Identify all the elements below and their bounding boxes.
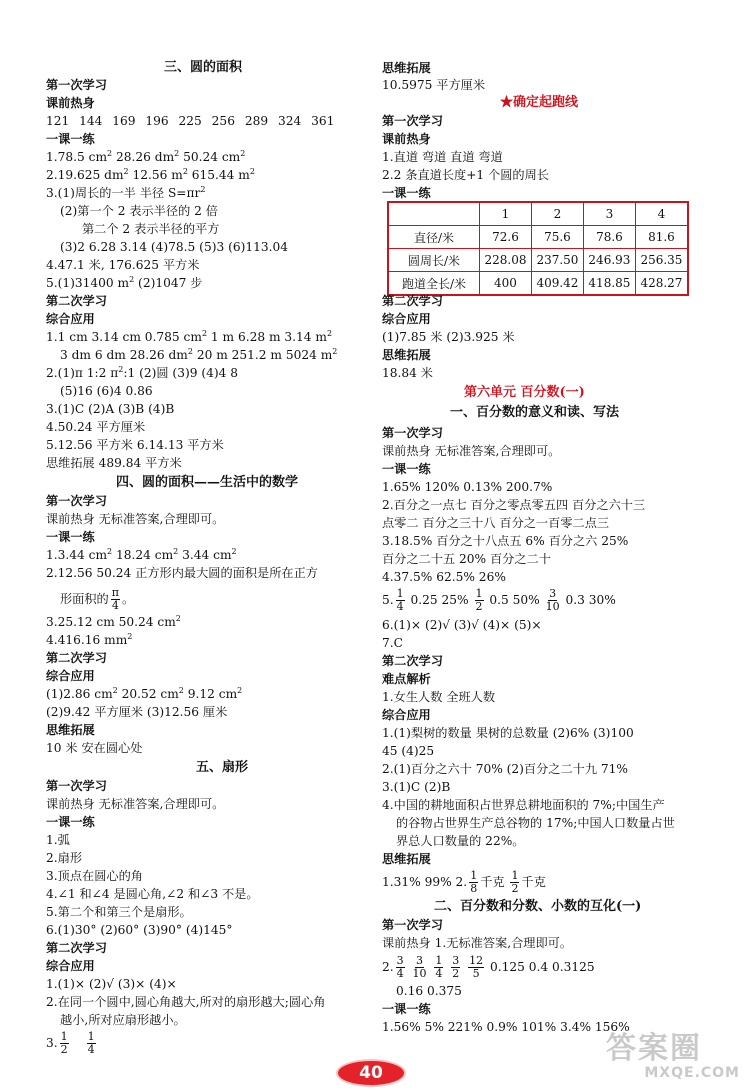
answer-line: 1.弧 xyxy=(46,833,70,847)
heading-hard: 难点解析 xyxy=(382,672,431,686)
answer-line: 越小,所对应扇形越小。 xyxy=(60,1013,186,1027)
answer-line: 2.19.625 $dm^2$ 12.56 $m^2$ 615.44 $m^2$ xyxy=(46,166,255,182)
answer-line: 3.顶点在圆心的角 xyxy=(46,869,143,883)
answer-line: 课前热身 1.无标准答案,合理即可。 xyxy=(382,936,573,950)
answer-line: 3.25.12 cm 50.24 $cm^2$ xyxy=(46,613,181,629)
answer-line: 0.16 0.375 xyxy=(396,984,462,998)
fraction: $\frac{3}{2}$ xyxy=(452,954,460,980)
watermark-text: 答案圈 xyxy=(606,1031,702,1066)
fraction: $\frac{1}{4}$ xyxy=(435,954,443,980)
answer-line: 10 米 安在圆心处 xyxy=(46,741,143,755)
heading-practice: 一课一练 xyxy=(46,530,95,544)
answer-line: 2.在同一个圆中,圆心角越大,所对的扇形越大;圆心角 xyxy=(46,995,326,1009)
answer-line: 形面积的 $\frac{\pi}{4}$ 。 xyxy=(60,586,135,612)
answer-line: 点零二 百分之三十八 百分之一百零二点三 xyxy=(382,516,610,530)
answer-line: 1.(1)梨树的数量 果树的总数量 (2)6% (3)100 xyxy=(382,726,634,740)
heading-apply: 综合应用 xyxy=(46,312,95,326)
watermark-url: MXQE.COM xyxy=(644,1065,740,1081)
answer-line: 1.31% 99% 2. $\frac{1}{8}$ 千克 $\frac{1}{2}$ 千克 xyxy=(382,869,546,895)
answer-line: 18.84 米 xyxy=(382,366,433,380)
table-cell xyxy=(388,202,480,226)
table-header-row xyxy=(388,202,688,226)
fraction: $\frac{1}{2}$ xyxy=(60,1030,68,1056)
heading-apply: 综合应用 xyxy=(382,312,431,326)
answer-line: 4.37.5% 62.5% 26% xyxy=(382,570,506,584)
heading-study1: 第一次学习 xyxy=(46,78,107,92)
heading-practice: 一课一练 xyxy=(382,462,431,476)
answer-line: 10.5975 平方厘米 xyxy=(382,78,486,92)
fraction: $\frac{1}{2}$ xyxy=(511,869,519,895)
answer-line: 2.扇形 xyxy=(46,851,83,865)
table-cell: 3 xyxy=(583,202,635,226)
answer-line: 7.C xyxy=(382,636,403,650)
heading-study1: 第一次学习 xyxy=(46,779,107,793)
answer-line: 3.(1)周长的一半 半径 $S=\pi r^2$ xyxy=(46,184,206,200)
answer-line: 3 dm 6 dm 28.26 $dm^2$ 20 m 251.2 m 5024 $m^2$ xyxy=(60,346,338,362)
heading-warmup: 课前热身 xyxy=(46,96,95,110)
fraction: $\frac{3}{10}$ xyxy=(412,954,427,980)
page-number-badge: 40 xyxy=(338,1061,404,1085)
section-title-percent-meaning: 一、百分数的意义和读、写法 xyxy=(450,405,620,420)
fraction: $\frac{3}{4}$ xyxy=(396,954,404,980)
heading-study2: 第二次学习 xyxy=(382,294,443,308)
answer-line: 1.女生人数 全班人数 xyxy=(382,690,496,704)
heading-think: 思维拓展 xyxy=(382,61,431,75)
answer-line: 2.(1)百分之六十 70% (2)百分之二十九 71% xyxy=(382,762,629,776)
table-cell: 400 xyxy=(480,272,532,296)
table-cell: 237.50 xyxy=(531,249,583,272)
answer-line: 课前热身 无标准答案,合理即可。 xyxy=(46,512,225,526)
answer-line: 第二个 2 表示半径的平方 xyxy=(82,222,220,236)
table-cell: 直径/米 xyxy=(388,226,480,249)
table-cell: 418.85 xyxy=(583,272,635,296)
section-title-life-math: 四、圆的面积——生活中的数学 xyxy=(116,475,299,490)
heading-apply: 综合应用 xyxy=(46,669,95,683)
answer-line: 6.(1)30° (2)60° (3)90° (4)145° xyxy=(46,923,233,937)
answer-line: 5.12.56 平方米 6.14.13 平方米 xyxy=(46,438,224,452)
answer-line: 1.(1)× (2)√ (3)× (4)× xyxy=(46,977,177,991)
fraction: $\frac{1}{8}$ xyxy=(470,869,478,895)
heading-think: 思维拓展 xyxy=(382,348,431,362)
table-cell: 428.27 xyxy=(635,272,688,296)
heading-apply: 综合应用 xyxy=(46,959,95,973)
answer-line: 1.78.5 $cm^2$ 28.26 $dm^2$ 50.24 $cm^2$ xyxy=(46,148,246,164)
answer-line: 3.18.5% 百分之十八点五 6% 百分之六 25% xyxy=(382,534,629,548)
answer-line: 2.2 条直道长度+1 个圆的周长 xyxy=(382,168,549,182)
table-cell: 246.93 xyxy=(583,249,635,272)
fraction: $\frac{\pi}{4}$ xyxy=(111,586,119,612)
heading-think: 思维拓展 xyxy=(46,723,95,737)
table-row xyxy=(388,249,688,272)
table-cell: 72.6 xyxy=(480,226,532,249)
section-title-circle-area: 三、圆的面积 xyxy=(164,60,243,75)
answer-line: 1.65% 120% 0.13% 200.7% xyxy=(382,480,553,494)
table-cell: 409.42 xyxy=(531,272,583,296)
answer-line: 4.50.24 平方厘米 xyxy=(46,420,146,434)
watermark-logo xyxy=(606,1033,746,1091)
table-cell: 256.35 xyxy=(635,249,688,272)
answer-line: (1)2.86 $cm^2$ 20.52 $cm^2$ 9.12 $cm^2$ xyxy=(46,685,243,701)
answer-line: (1)7.85 米 (2)3.925 米 xyxy=(382,330,515,344)
answer-line: 5. $\frac{1}{4}$ 0.25 25% $\frac{1}{2}$ 0.5 50% $\frac{3}{10}$ 0.3 30% xyxy=(382,587,616,613)
answer-line: 百分之二十五 20% 百分之二十 xyxy=(382,552,551,566)
answer-line: 4.∠1 和∠4 是圆心角,∠2 和∠3 不是。 xyxy=(46,887,259,901)
table-cell: 4 xyxy=(635,202,688,226)
table-cell: 跑道全长/米 xyxy=(388,272,480,296)
heading-practice: 一课一练 xyxy=(382,186,431,200)
answer-line: 1.56% 5% 221% 0.9% 101% 3.4% 156% xyxy=(382,1020,630,1034)
answer-line: 2. $\frac{3}{4}$ $\frac{3}{10}$ $\frac{1}{4}$ $\frac{3}{2}$ $\frac{12}{5}$ 0.125 0.4 0.3125 xyxy=(382,954,595,980)
table-cell: 78.6 xyxy=(583,226,635,249)
fraction: $\frac{3}{10}$ xyxy=(545,587,560,613)
answer-line: (3)2 6.28 3.14 (4)78.5 (5)3 (6)113.04 xyxy=(60,240,288,254)
answer-line: 5.(1)31400 $m^2$ (2)1047 步 xyxy=(46,274,203,290)
section-title-start-line: ★确定起跑线 xyxy=(500,95,579,110)
table-cell: 75.6 xyxy=(531,226,583,249)
answer-line: 界总人口数量的 22%。 xyxy=(396,834,525,848)
fraction: $\frac{12}{5}$ xyxy=(469,954,484,980)
track-length-table xyxy=(387,201,689,296)
answer-line: 1.1 cm 3.14 cm 0.785 $cm^2$ 1 m 6.28 m 3.14 $m^2$ xyxy=(46,328,333,344)
heading-study1: 第一次学习 xyxy=(382,918,443,932)
heading-practice: 一课一练 xyxy=(46,815,95,829)
unit-title: 第六单元 百分数(一) xyxy=(464,385,585,400)
answer-line: 2.百分之一点七 百分之零点零五四 百分之六十三 xyxy=(382,498,646,512)
heading-study1: 第一次学习 xyxy=(382,426,443,440)
answer-line: 1.直道 弯道 直道 弯道 xyxy=(382,150,503,164)
answer-line: 2.12.56 50.24 正方形内最大圆的面积是所在正方 xyxy=(46,566,318,580)
answer-line: 3.(1)C (2)B xyxy=(382,780,451,794)
answer-line: 3.(1)C (2)A (3)B (4)B xyxy=(46,402,175,416)
answer-line: 4.中国的耕地面积占世界总耕地面积的 7%;中国生产 xyxy=(382,798,665,812)
section-title-conversion: 二、百分数和分数、小数的互化(一) xyxy=(434,899,642,914)
fraction: $\frac{1}{4}$ xyxy=(87,1030,95,1056)
answer-line: 课前热身 无标准答案,合理即可。 xyxy=(382,444,561,458)
table-cell: 2 xyxy=(531,202,583,226)
answer-line: 1.3.44 $cm^2$ 18.24 $cm^2$ 3.44 $cm^2$ xyxy=(46,546,237,562)
fraction: $\frac{1}{4}$ xyxy=(396,587,404,613)
heading-study2: 第二次学习 xyxy=(46,651,107,665)
table-row xyxy=(388,272,688,296)
warmup-numbers: 121 144 169 196 225 256 289 324 361 xyxy=(46,114,335,128)
heading-study1: 第一次学习 xyxy=(382,114,443,128)
table-cell: 81.6 xyxy=(635,226,688,249)
answer-line: (5)16 (6)4 0.86 xyxy=(60,384,153,398)
answer-line: 45 (4)25 xyxy=(382,744,435,758)
heading-warmup: 课前热身 xyxy=(382,132,431,146)
heading-study2: 第二次学习 xyxy=(46,294,107,308)
heading-practice: 一课一练 xyxy=(46,132,95,146)
answer-line: 3. $\frac{1}{2}$ $\frac{1}{4}$ xyxy=(46,1030,95,1056)
heading-apply: 综合应用 xyxy=(382,708,431,722)
heading-study2: 第二次学习 xyxy=(46,941,107,955)
heading-study1: 第一次学习 xyxy=(46,494,107,508)
answer-line: 2.(1)π 1:2 $\pi^2:1$ (2)圆 (3)9 (4)4 8 xyxy=(46,364,238,380)
answer-line: 4.416.16 $mm^2$ xyxy=(46,631,133,647)
answer-line: (2)第一个 2 表示半径的 2 倍 xyxy=(60,204,218,218)
heading-study2: 第二次学习 xyxy=(382,654,443,668)
table-row xyxy=(388,226,688,249)
answer-line: 的谷物占世界生产总谷物的 17%;中国人口数量占世 xyxy=(396,816,675,830)
answer-line: 5.第二个和第三个是扇形。 xyxy=(46,905,192,919)
table-cell: 228.08 xyxy=(480,249,532,272)
fraction: $\frac{1}{2}$ xyxy=(475,587,483,613)
answer-line: 4.47.1 米, 176.625 平方米 xyxy=(46,258,200,272)
table-cell: 1 xyxy=(480,202,532,226)
answer-line: 课前热身 无标准答案,合理即可。 xyxy=(46,797,225,811)
table-cell: 圆周长/米 xyxy=(388,249,480,272)
section-title-sector: 五、扇形 xyxy=(196,760,249,775)
heading-practice: 一课一练 xyxy=(382,1002,431,1016)
answer-line: 6.(1)× (2)√ (3)√ (4)× (5)× xyxy=(382,618,542,632)
heading-think: 思维拓展 xyxy=(382,852,431,866)
answer-line: (2)9.42 平方厘米 (3)12.56 厘米 xyxy=(46,705,228,719)
answer-line: 思维拓展 489.84 平方米 xyxy=(46,456,182,470)
